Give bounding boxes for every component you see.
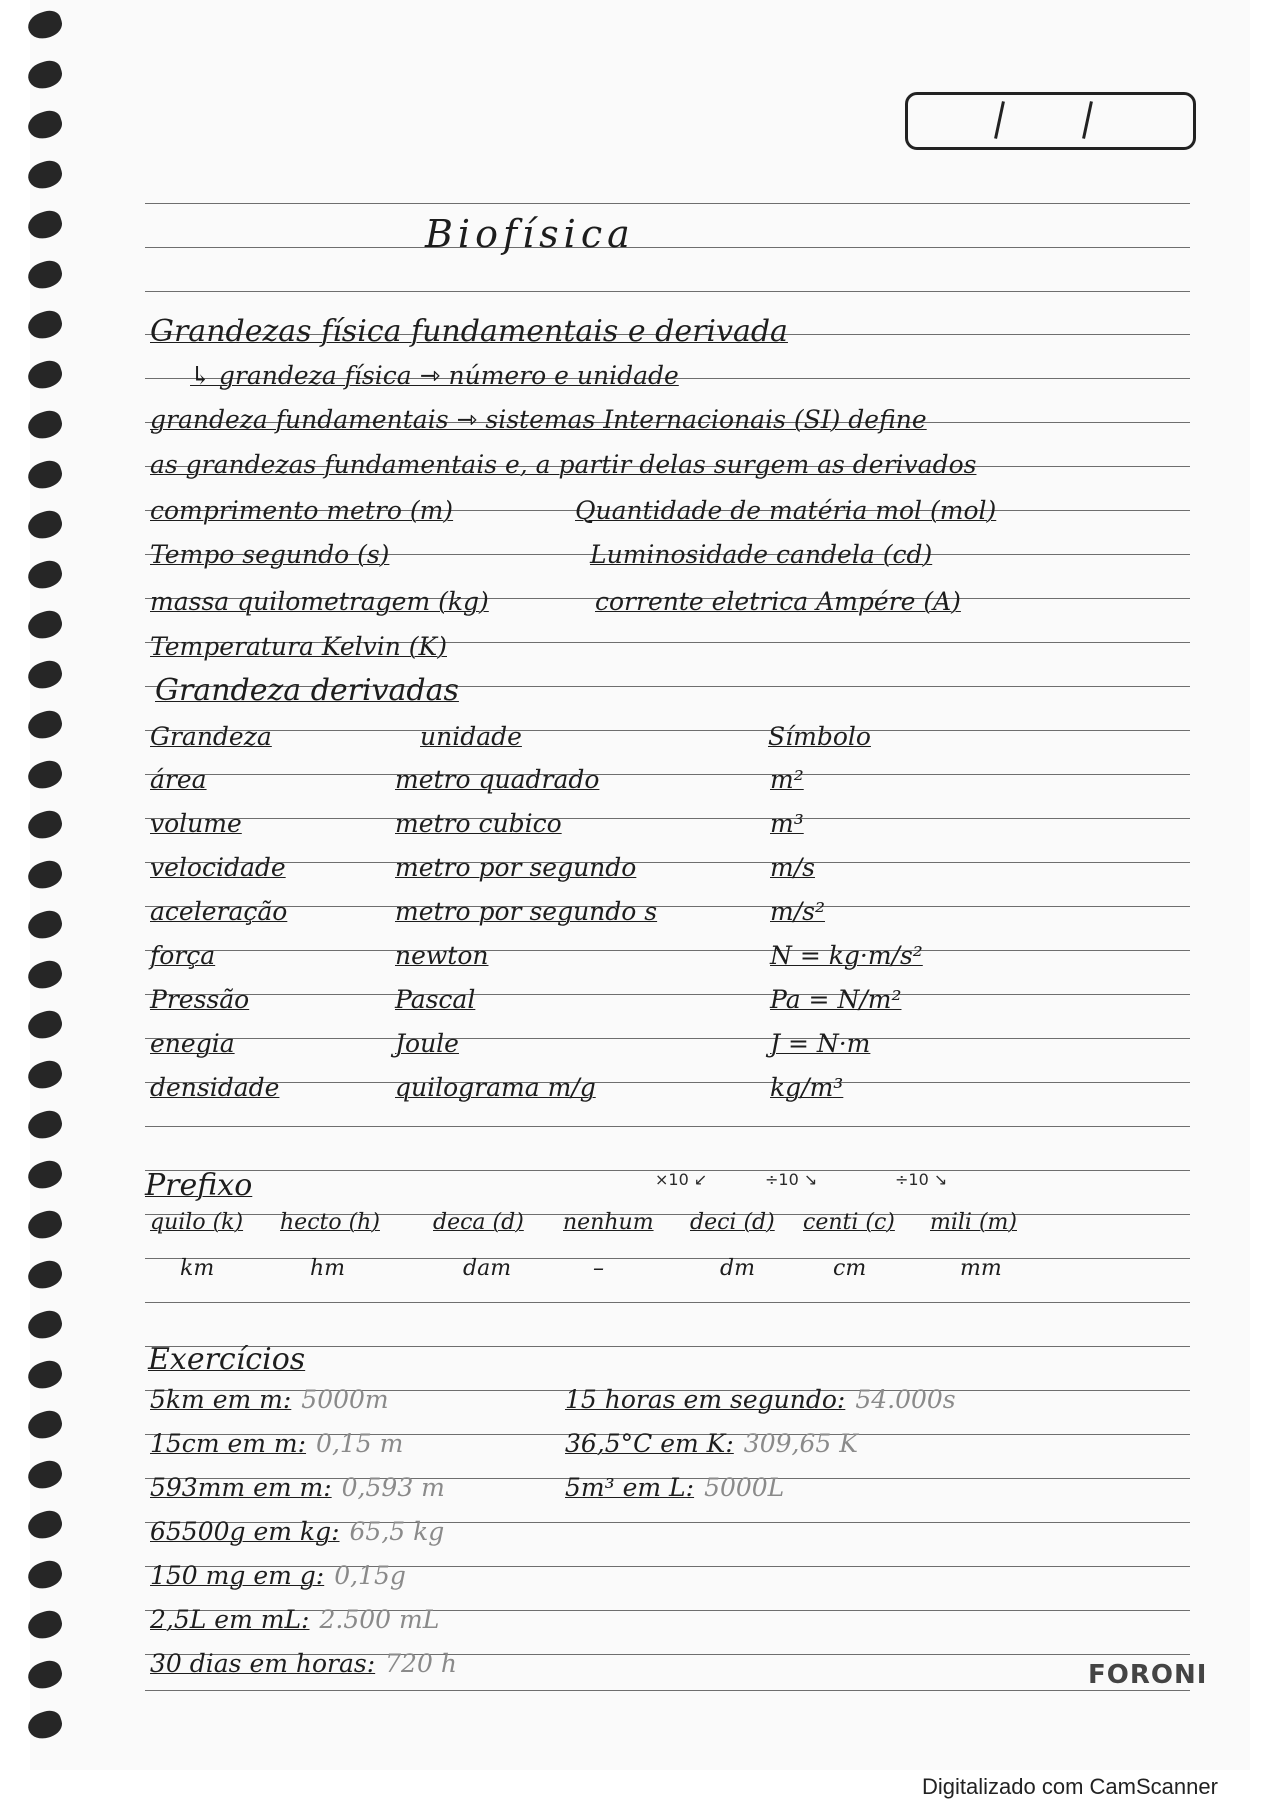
conversion-arrow: ÷10 ↘ (895, 1170, 948, 1189)
text-line: ↳ grandeza física ⇾ número e unidade (190, 361, 679, 390)
exercise-question: 150 mg em g: (150, 1561, 325, 1590)
unit-entry: comprimento metro (m) (150, 496, 454, 525)
section-heading-exercicios: Exercícios (148, 1342, 306, 1377)
ruled-line (145, 1258, 1190, 1259)
unit-symbol: m/s² (770, 897, 825, 926)
date-separator (1082, 101, 1093, 139)
exercise-item (150, 1561, 406, 1590)
spiral-ring (25, 1457, 65, 1492)
spiral-ring (25, 257, 65, 292)
ruled-line (145, 291, 1190, 292)
prefix-name: hecto (h) (280, 1210, 380, 1235)
column-header: unidade (420, 722, 522, 751)
quantity-name: velocidade (150, 853, 286, 882)
quantity-name: volume (150, 809, 242, 838)
spiral-ring (25, 657, 65, 692)
spiral-ring (25, 807, 65, 842)
section-heading-derivadas: Grandeza derivadas (155, 673, 459, 708)
exercise-answer: 0,15g (334, 1561, 406, 1590)
conversion-arrow: ÷10 ↘ (765, 1170, 818, 1189)
prefix-name: mili (m) (930, 1210, 1017, 1235)
exercise-item (150, 1429, 403, 1458)
spiral-ring (25, 757, 65, 792)
unit-name: metro cubico (395, 809, 562, 838)
ruled-line (145, 1690, 1190, 1691)
ruled-line (145, 1302, 1190, 1303)
unit-name: metro por segundo s (395, 897, 658, 926)
prefix-unit: cm (833, 1256, 867, 1281)
quantity-name: Pressão (150, 985, 250, 1014)
ruled-line (145, 203, 1190, 204)
spiral-ring (25, 1407, 65, 1442)
unit-entry: corrente eletrica Ampére (A) (595, 587, 961, 616)
exercise-item (150, 1473, 445, 1502)
text-line: grandeza fundamentais ⇾ sistemas Internacionais (SI) define (150, 405, 927, 434)
spiral-ring (25, 1707, 65, 1742)
scanner-watermark: Digitalizado com CamScanner (922, 1774, 1218, 1799)
unit-entry: Luminosidade candela (cd) (590, 540, 933, 569)
unit-symbol: m² (770, 765, 804, 794)
prefix-unit: hm (310, 1256, 346, 1281)
ruled-line (145, 1082, 1190, 1083)
spiral-ring (25, 707, 65, 742)
column-header: Grandeza (150, 722, 272, 751)
exercise-question: 15 horas em segundo: (565, 1385, 846, 1414)
exercise-answer: 5000L (704, 1473, 785, 1502)
unit-symbol: Pa = N/m² (770, 985, 902, 1014)
ruled-line (145, 950, 1190, 951)
spiral-ring (25, 1507, 65, 1542)
exercise-question: 5km em m: (150, 1385, 292, 1414)
prefix-name: deca (d) (433, 1210, 524, 1235)
ruled-line (145, 730, 1190, 731)
exercise-item (150, 1605, 439, 1634)
section-heading-fundamentais: Grandezas física fundamentais e derivada (150, 314, 788, 349)
exercise-answer: 720 h (385, 1649, 457, 1678)
spiral-ring (25, 1607, 65, 1642)
page-title: Biofísica (425, 212, 635, 256)
spiral-ring (25, 607, 65, 642)
exercise-question: 30 dias em horas: (150, 1649, 376, 1678)
unit-symbol: N = kg·m/s² (770, 941, 923, 970)
spiral-ring (25, 57, 65, 92)
spiral-ring (25, 857, 65, 892)
spiral-ring (25, 1057, 65, 1092)
exercise-item (565, 1429, 858, 1458)
unit-entry: Tempo segundo (s) (150, 540, 390, 569)
unit-name: Joule (395, 1029, 459, 1058)
spiral-ring (25, 507, 65, 542)
quantity-name: área (150, 765, 207, 794)
quantity-name: densidade (150, 1073, 280, 1102)
exercise-question: 65500g em kg: (150, 1517, 340, 1546)
exercise-item (150, 1517, 444, 1546)
exercise-question: 5m³ em L: (565, 1473, 695, 1502)
exercise-question: 15cm em m: (150, 1429, 307, 1458)
unit-name: newton (395, 941, 489, 970)
notebook-sheet (30, 0, 1250, 1770)
ruled-line (145, 1126, 1190, 1127)
exercise-item (565, 1473, 784, 1502)
spiral-ring (25, 457, 65, 492)
unit-name: metro quadrado (395, 765, 600, 794)
spiral-ring (25, 907, 65, 942)
section-heading-prefixo: Prefixo (145, 1168, 253, 1203)
prefix-unit: mm (960, 1256, 1002, 1281)
unit-symbol: kg/m³ (770, 1073, 844, 1102)
conversion-arrow: ×10 ↙ (655, 1170, 708, 1189)
spiral-ring (25, 1357, 65, 1392)
spiral-ring (25, 1157, 65, 1192)
exercise-answer: 65,5 kg (349, 1517, 445, 1546)
ruled-line (145, 906, 1190, 907)
spiral-ring (25, 107, 65, 142)
spiral-ring (25, 557, 65, 592)
quantity-name: enegia (150, 1029, 235, 1058)
ruled-line (145, 774, 1190, 775)
exercise-question: 2,5L em mL: (150, 1605, 310, 1634)
text-line: as grandezas fundamentais e, a partir delas surgem as derivados (150, 450, 977, 479)
prefix-name: nenhum (563, 1210, 654, 1235)
notebook-brand-logo: FORONI (1088, 1660, 1208, 1690)
ruled-line (145, 994, 1190, 995)
unit-entry: Temperatura Kelvin (K) (150, 632, 447, 661)
column-header: Símbolo (768, 722, 871, 751)
ruled-line (145, 862, 1190, 863)
spiral-ring (25, 1307, 65, 1342)
prefix-unit: dam (463, 1256, 512, 1281)
prefix-name: quilo (k) (150, 1210, 244, 1235)
prefix-unit: km (180, 1256, 215, 1281)
spiral-ring (25, 1207, 65, 1242)
prefix-unit: dm (720, 1256, 755, 1281)
prefix-unit: – (593, 1256, 604, 1281)
exercise-item (150, 1385, 389, 1414)
ruled-line (145, 818, 1190, 819)
unit-symbol: m/s (770, 853, 815, 882)
spiral-binding (28, 0, 76, 1770)
exercise-answer: 54.000s (855, 1385, 956, 1414)
exercise-answer: 5000m (301, 1385, 389, 1414)
unit-symbol: J = N·m (770, 1029, 871, 1058)
exercise-answer: 0,593 m (341, 1473, 445, 1502)
date-field (905, 92, 1196, 150)
exercise-item (565, 1385, 956, 1414)
spiral-ring (25, 7, 65, 42)
spiral-ring (25, 157, 65, 192)
quantity-name: aceleração (150, 897, 288, 926)
unit-name: metro por segundo (395, 853, 637, 882)
spiral-ring (25, 1657, 65, 1692)
exercise-item (150, 1649, 457, 1678)
ruled-line (145, 247, 1190, 248)
spiral-ring (25, 357, 65, 392)
ruled-line (145, 1038, 1190, 1039)
quantity-name: força (150, 941, 216, 970)
spiral-ring (25, 307, 65, 342)
prefix-name: deci (d) (690, 1210, 775, 1235)
spiral-ring (25, 1007, 65, 1042)
spiral-ring (25, 1257, 65, 1292)
exercise-answer: 2.500 mL (319, 1605, 440, 1634)
spiral-ring (25, 1107, 65, 1142)
unit-entry: Quantidade de matéria mol (mol) (575, 496, 997, 525)
prefix-name: centi (c) (803, 1210, 895, 1235)
exercise-answer: 309,65 K (743, 1429, 858, 1458)
unit-name: Pascal (395, 985, 476, 1014)
exercise-answer: 0,15 m (316, 1429, 404, 1458)
exercise-question: 593mm em m: (150, 1473, 332, 1502)
unit-entry: massa quilometragem (kg) (150, 587, 489, 616)
date-separator (994, 101, 1005, 139)
spiral-ring (25, 207, 65, 242)
exercise-question: 36,5°C em K: (565, 1429, 734, 1458)
spiral-ring (25, 1557, 65, 1592)
unit-name: quilograma m/g (395, 1073, 596, 1102)
spiral-ring (25, 407, 65, 442)
unit-symbol: m³ (770, 809, 804, 838)
spiral-ring (25, 957, 65, 992)
